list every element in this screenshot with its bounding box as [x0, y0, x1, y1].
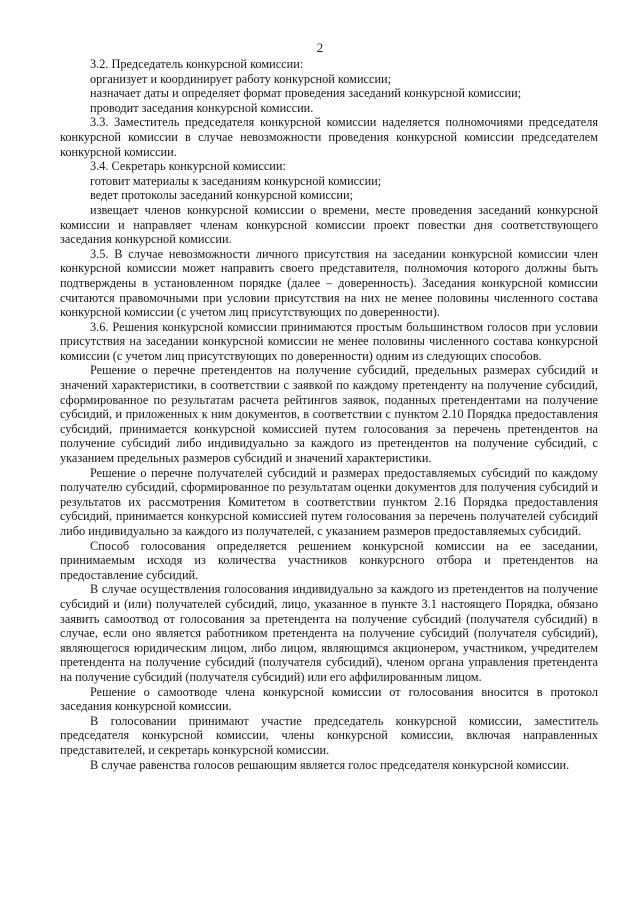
paragraph: готовит материалы к заседаниям конкурсной комиссии; — [90, 173, 382, 188]
paragraph: Решение о перечне получателей субсидий и размерах предоставляемых субсидий по каждому получателю субсидий, сформированное по результатам оценки документов для получения субсидий и результатов их рассмотрения Комитетом в соответствии пунктом 2.16 Порядка предоставления субсидий, принимается конкурсной комиссией путем голосования за перечень получателей субсидий либо индивидуально за каждого из получателей, с указанием размеров предоставляемых субсидий. — [60, 465, 598, 538]
paragraph: В голосовании принимают участие председатель конкурсной комиссии, заместитель председателя конкурсной комиссии, члены конкурсной комиссии, включая направленных представителей, и секретарь конкурсной комиссии. — [60, 713, 598, 757]
paragraph: В случае равенства голосов решающим является голос председателя конкурсной комиссии. — [90, 757, 570, 772]
paragraph: 3.4. Секретарь конкурсной комиссии: — [90, 159, 286, 174]
paragraph: 3.3. Заместитель председателя конкурсной комиссии наделяется полномочиями председателя конкурсной комиссии в случае невозможности проведения конкурсной комиссии председателем конкурсной комиссии. — [60, 115, 598, 159]
paragraph: проводит заседания конкурсной комиссии. — [90, 100, 314, 115]
document-body — [60, 57, 598, 772]
paragraph: Способ голосования определяется решением конкурсной комиссии на ее заседании, принимаемым исходя из количества участников конкурсного отбора и претендентов на предоставление субсидий. — [60, 538, 598, 582]
paragraph: 3.2. Председатель конкурсной комиссии: — [90, 57, 304, 71]
paragraph: извещает членов конкурсной комиссии о времени, месте проведения заседаний конкурсной комиссии и направляет членам конкурсной комиссии проект повестки дня соответствующего заседания конкурсной комиссии. — [60, 202, 598, 247]
paragraph: организует и координирует работу конкурсной комиссии; — [90, 71, 392, 86]
paragraph: Решение о самоотводе члена конкурсной комиссии от голосования вносится в протокол заседания конкурсной комиссии. — [60, 684, 598, 714]
paragraph: ведет протоколы заседаний конкурсной комиссии; — [90, 188, 353, 203]
page-number: 2 — [316, 40, 324, 55]
paragraph: В случае осуществления голосования индивидуально за каждого из претендентов на получение субсидий и (или) получателей субсидий, лицо, указанное в пункте 3.1 настоящего Порядка, обязано заявить самоотвод от голосования за претендента на получение субсидий (получателя субсидий) в случае, если оно является работником претендента на получение субсидий (получателя субсидий), являющегося юридическим лицом, либо лицом, являющимся акционером, участником, учредителем претендента на получение субсидий (получателя субсидий), членом органа управления претендента на получение субсидий (получателя субсидий) или его аффилированным лицом. — [60, 582, 598, 684]
paragraph: назначает даты и определяет формат проведения заседаний конкурсной комиссии; — [90, 86, 522, 101]
paragraph: 3.6. Решения конкурсной комиссии принимаются простым большинством голосов при условии присутствия на заседании конкурсной комиссии не менее половины численного состава конкурсной комиссии (с учетом лиц присутствующих по доверенности) одним из следующих способов. — [60, 319, 598, 363]
paragraph: Решение о перечне претендентов на получение субсидий, предельных размерах субсидий и значений характеристики, в соответствии с заявкой по каждому претенденту на получение субсидий, сформированное по результатам расчета рейтингов заявок, поданных претендентами на получение субсидий, и приложенных к ним документов, в соответствии с пунктом 2.10 Порядка предоставления субсидий, принимается конкурсной комиссией путем голосования за перечень претендентов на получение субсидий либо индивидуально за каждого из претендентов на получение субсидий, с указанием предельных размеров субсидий и значений характеристики. — [60, 363, 598, 466]
paragraph: 3.5. В случае невозможности личного присутствия на заседании конкурсной комиссии член конкурсной комиссии может направить своего представителя, полномочия которого должны быть подтверждены в установленном порядке (далее – доверенность). Заседания конкурсной комиссии считаются правомочными при условии присутствия на них не менее половины численного состава конкурсной комиссии (с учетом лиц присутствующих по доверенности). — [60, 246, 598, 320]
